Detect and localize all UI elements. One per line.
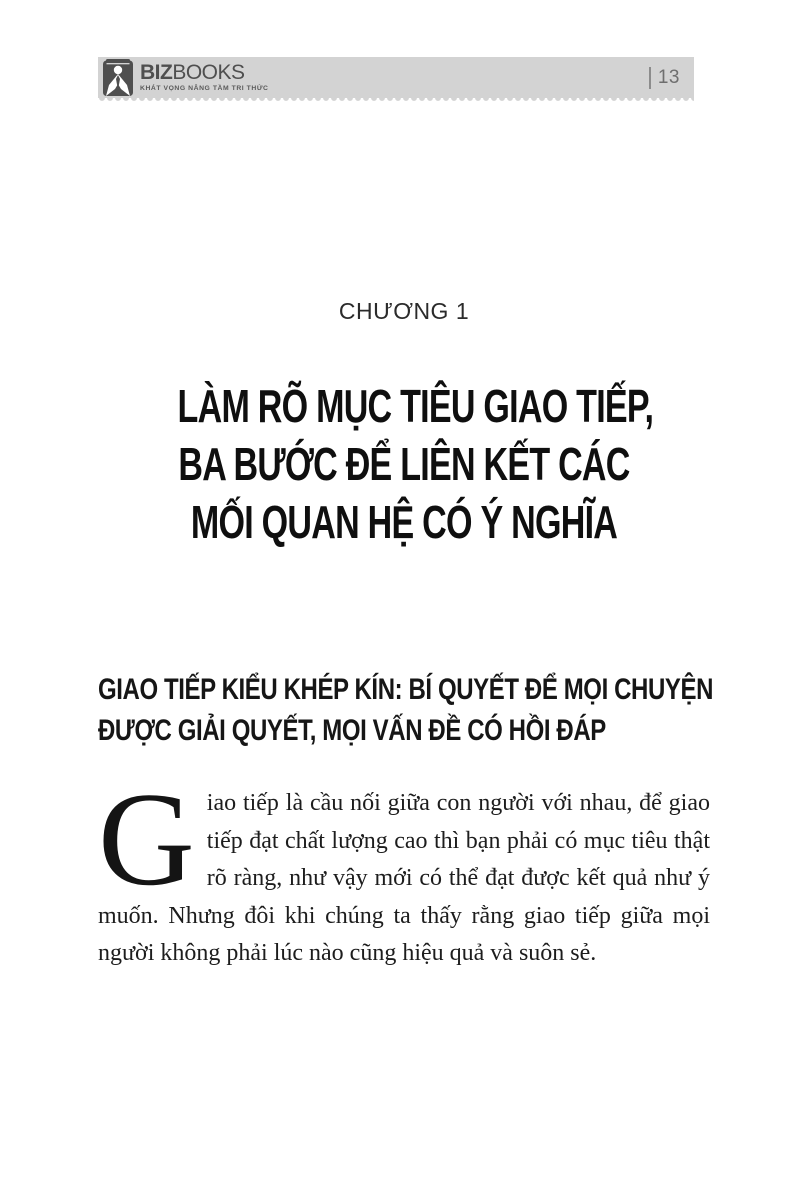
section-heading-line-1: GIAO TIẾP KIỂU KHÉP KÍN: BÍ QUYẾT ĐỂ MỌI CHUYỆN [98, 673, 714, 706]
brand-name-biz: BIZ [140, 60, 173, 84]
chapter-label: CHƯƠNG 1 [338, 298, 470, 324]
chapter-title-line-3: MỐI QUAN HỆ CÓ Ý NGHĨA [190, 496, 618, 548]
page-content [98, 0, 714, 973]
chapter-title [98, 377, 710, 551]
page-number-value: 13 [657, 66, 680, 88]
drop-cap: G [98, 765, 195, 913]
body-paragraph [98, 765, 710, 973]
chapter-title-line-2: BA BƯỚC ĐỂ LIÊN KẾT CÁC [178, 438, 630, 490]
chapter-title-line-1: LÀM RÕ MỤC TIÊU GIAO TIẾP, [177, 380, 654, 432]
section-heading-line-2: ĐƯỢC GIẢI QUYẾT, MỌI VẤN ĐỀ CÓ HỒI ĐÁP [98, 714, 606, 747]
brand-tagline: KHÁT VỌNG NÂNG TẦM TRI THỨC [140, 84, 269, 92]
body-paragraph-text: iao tiếp là cầu nối giữa con người với nhau, để giao tiếp đạt chất lượng cao thì bạn phải có mục tiêu thật rõ ràng, như vậy mới có thể đạt được kết quả như ý muốn. Nhưng đôi khi chúng ta thấy rằng giao tiếp giữa mọi người không phải lúc nào cũng hiệu quả và suôn sẻ. [98, 790, 710, 966]
section-heading [98, 669, 714, 751]
brand-name-books: BOOKS [172, 60, 245, 84]
